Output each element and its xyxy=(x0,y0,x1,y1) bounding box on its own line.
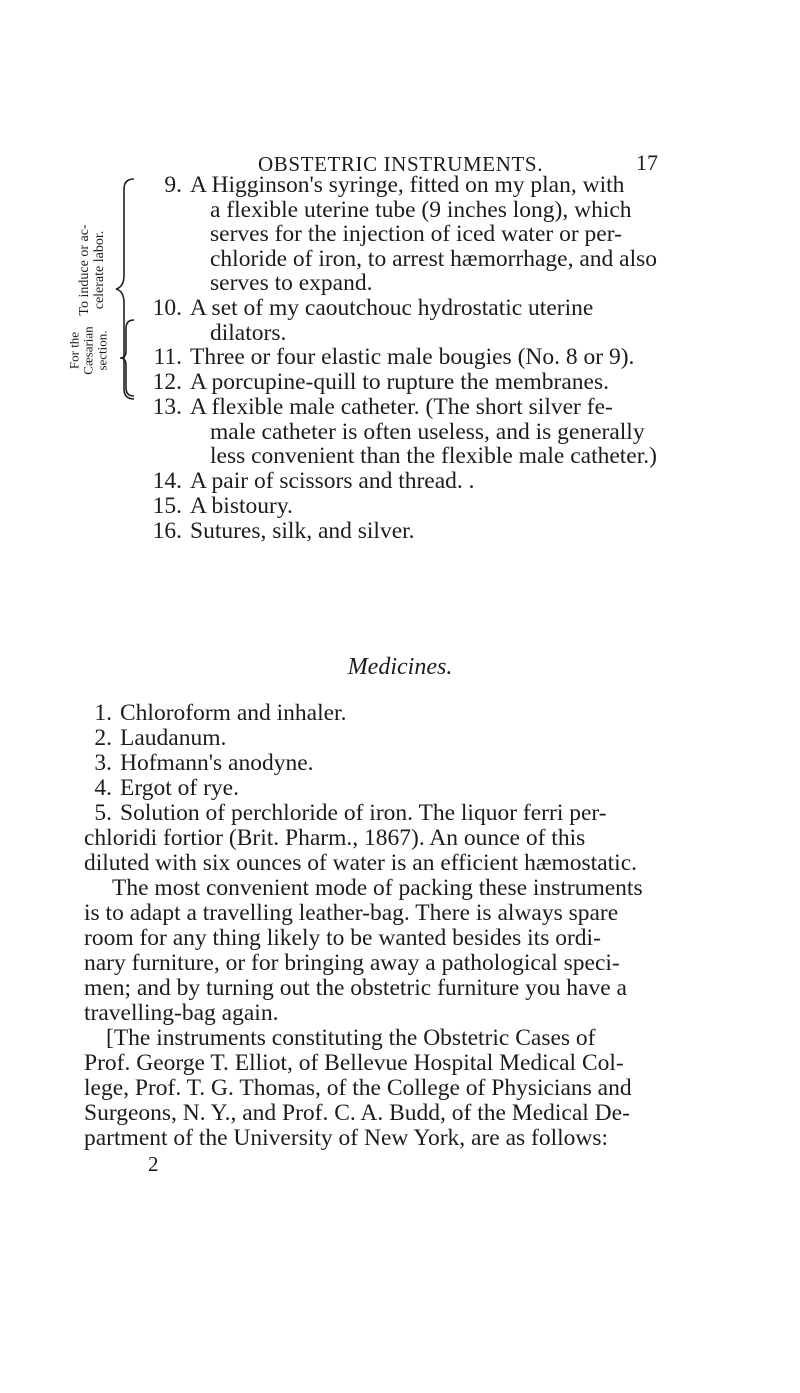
running-title: OBSTETRIC INSTRUMENTS. xyxy=(258,152,544,176)
side-note-labor-line1: To induce or ac- xyxy=(77,224,92,316)
page-number: 17 xyxy=(636,150,658,175)
item-number: 11. xyxy=(153,344,182,370)
body-line: chloridi fortior (Brit. Pharm., 1867). An ounce of this xyxy=(84,825,586,851)
medicine-item xyxy=(82,750,314,777)
body-line: is to adapt a travelling leather-bag. There is always spare xyxy=(84,900,619,926)
side-note-caesarian-line1: For the xyxy=(66,331,82,370)
body-line: lege, Prof. T. G. Thomas, of the College of Physicians and xyxy=(84,1075,632,1101)
item-line: A set of my caoutchouc hydrostatic uterine xyxy=(190,295,594,321)
body-line: Prof. George T. Elliot, of Bellevue Hospital Medical Col- xyxy=(84,1050,624,1076)
item-line: male catheter is often useless, and is generally xyxy=(210,418,645,445)
item-number: 14. xyxy=(152,468,182,494)
item-line: Sutures, silk, and silver. xyxy=(190,518,415,544)
medicines-heading: Medicines. xyxy=(347,654,453,680)
body-line: partment of the University of New York, are as follows: xyxy=(84,1125,609,1151)
medicine-item xyxy=(82,700,346,727)
body-line: Surgeons, N. Y., and Prof. C. A. Budd, of the Medical De- xyxy=(84,1100,630,1126)
side-note-labor-line2: celerate labor. xyxy=(92,230,107,310)
signature-mark: 2 xyxy=(148,1152,159,1176)
item-line: a flexible uterine tube (9 inches long), which xyxy=(210,196,632,223)
medicine-text: Laudanum. xyxy=(120,725,227,751)
medicine-text: Solution of perchloride of iron. The liquor ferri per- xyxy=(120,800,607,826)
medicine-number: 4. xyxy=(94,775,112,801)
item-line: A flexible male catheter. (The short silver fe- xyxy=(190,394,613,420)
item-line: A Higginson's syringe, fitted on my plan, with xyxy=(190,172,625,198)
medicine-item xyxy=(82,725,226,752)
body-line: travelling-bag again. xyxy=(84,1000,279,1026)
side-note-caesarian xyxy=(68,306,113,396)
body-line: nary furniture, or for bringing away a pathological speci- xyxy=(84,950,620,976)
body-line: men; and by turning out the obstetric furniture you have a xyxy=(84,975,627,1001)
item-line: dilators. xyxy=(210,319,287,346)
medicine-text: Chloroform and inhaler. xyxy=(120,700,347,726)
item-line: A bistoury. xyxy=(190,493,293,519)
body-line: diluted with six ounces of water is an efficient hæmostatic. xyxy=(84,850,637,876)
medicine-item xyxy=(82,800,607,827)
item-line: A pair of scissors and thread. . xyxy=(190,468,475,494)
item-line: serves to expand. xyxy=(210,270,373,296)
item-line: less convenient than the flexible male catheter.) xyxy=(210,443,657,469)
medicine-text: Ergot of rye. xyxy=(120,775,239,801)
item-number: 13. xyxy=(152,394,182,420)
body-line: room for any thing likely to be wanted besides its ordi- xyxy=(84,925,601,951)
brace-caesarian xyxy=(118,318,138,398)
item-number: 16. xyxy=(152,518,182,544)
item-number: 15. xyxy=(152,493,182,519)
medicine-number: 1. xyxy=(94,700,112,726)
side-note-caesarian-line2: Cæsarian xyxy=(80,326,96,375)
medicine-number: 3. xyxy=(94,750,112,776)
medicine-number: 2. xyxy=(94,725,112,751)
item-number: 10. xyxy=(152,295,182,321)
item-line: serves for the injection of iced water or per- xyxy=(210,221,622,247)
body-line: The most convenient mode of packing these instruments xyxy=(112,875,643,901)
body-line: [The instruments constituting the Obstetric Cases of xyxy=(106,1025,596,1051)
item-line: chloride of iron, to arrest hæmorrhage, and also xyxy=(210,245,658,272)
item-line: A porcupine-quill to rupture the membranes. xyxy=(190,369,609,395)
item-number: 12. xyxy=(152,369,182,395)
item-number: 9. xyxy=(164,172,182,198)
medicine-item xyxy=(82,775,239,802)
medicine-number: 5. xyxy=(94,800,112,826)
item-line: Three or four elastic male bougies (No. 8 or 9). xyxy=(190,344,635,370)
medicine-text: Hofmann's anodyne. xyxy=(120,750,314,776)
side-note-caesarian-line3: section. xyxy=(94,330,110,371)
